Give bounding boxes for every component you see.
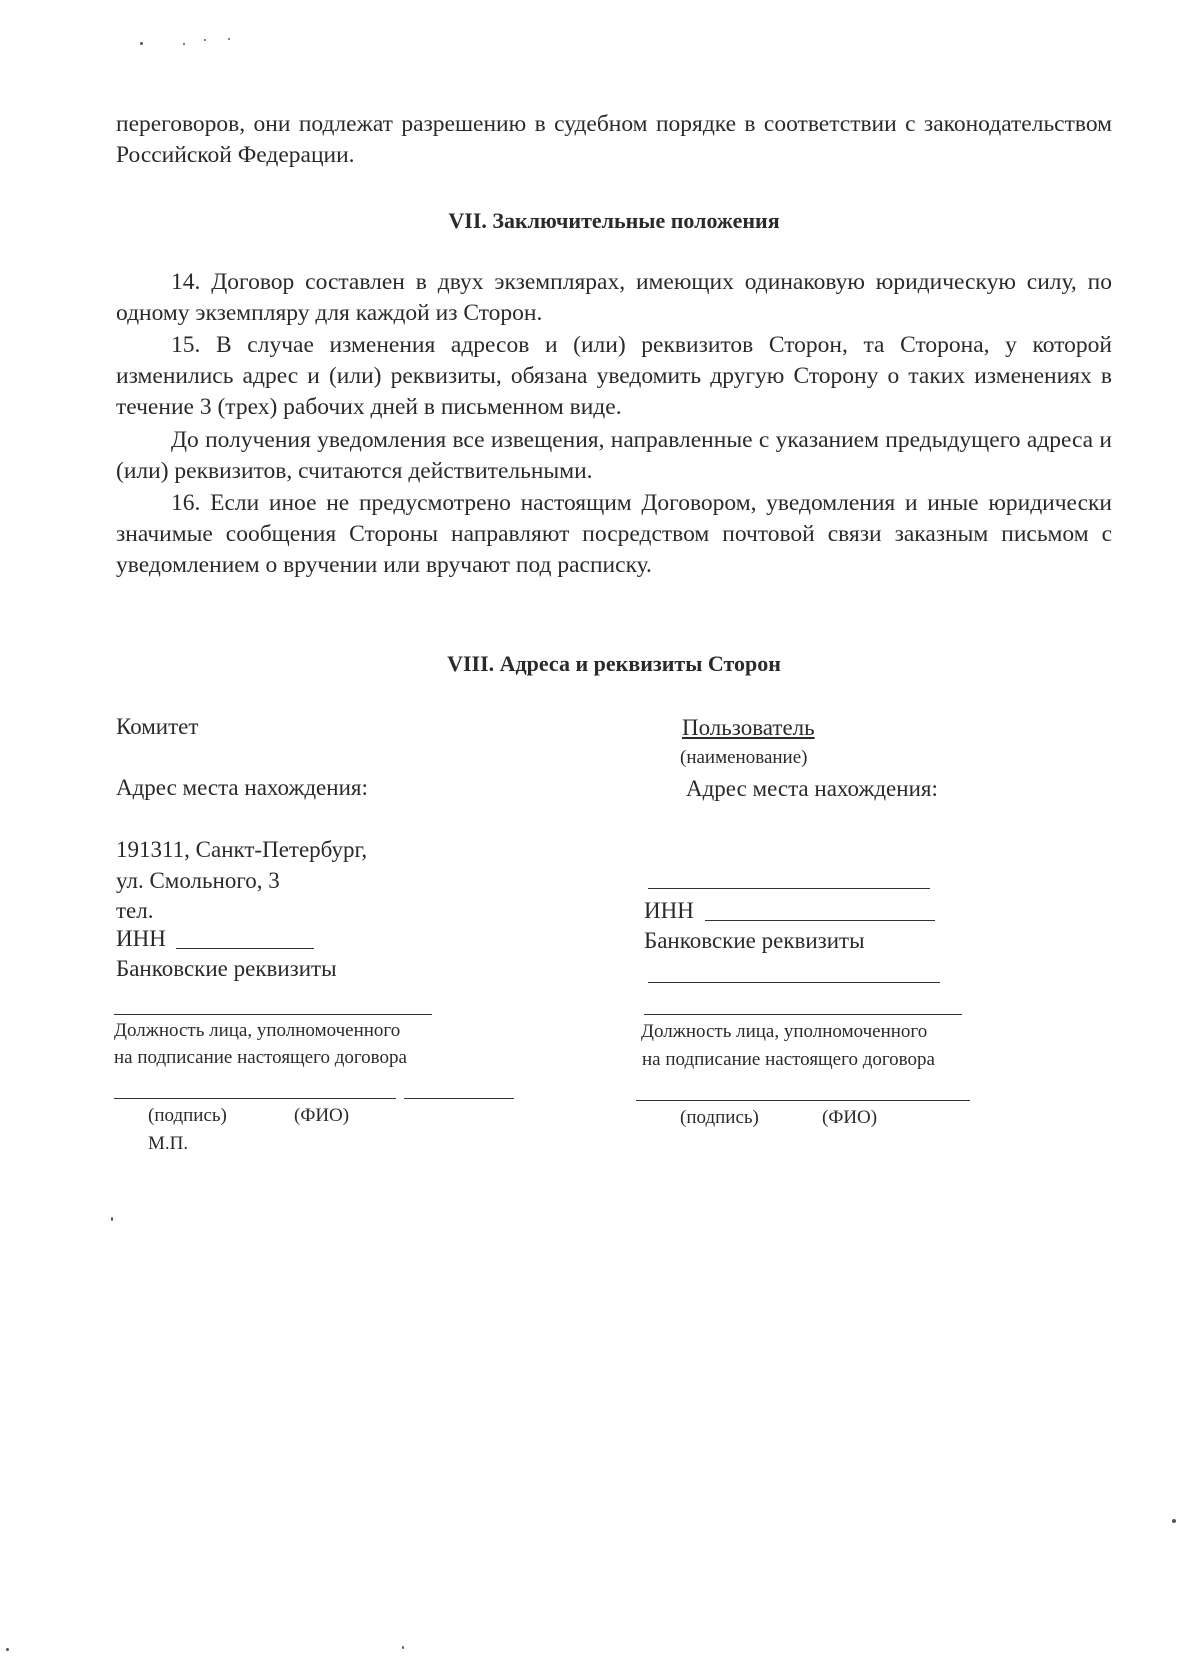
left-position-line-1: Должность лица, уполномоченного	[114, 1020, 401, 1041]
paragraph-16: 16. Если иное не предусмотрено настоящим Договором, уведомления и иные юридически значимые сообщения Стороны направляют посредством почтовой связи заказным письмом с уведомлением о вручении или вручают под расписку.	[116, 490, 1112, 578]
right-party-name-hint: (наименование)	[680, 747, 808, 768]
right-bank-field-line	[648, 982, 940, 983]
scan-speck	[1172, 1519, 1176, 1523]
scan-speck	[111, 1217, 113, 1221]
left-inn-label: ИНН	[116, 926, 166, 951]
left-position-line-2: на подписание настоящего договора	[114, 1047, 407, 1068]
section-8-title: VIII. Адреса и реквизиты Сторон	[447, 651, 781, 676]
paragraph-continuation: переговоров, они подлежат разрешению в судебном порядке в соответствии с законодательством Российской Федерации.	[116, 111, 1112, 168]
paragraph-15-b: До получения уведомления все извещения, направленные с указанием предыдущего адреса и (или) реквизитов, считаются действительными.	[116, 427, 1112, 484]
paragraph-15: 15. В случае изменения адресов и (или) реквизитов Сторон, та Сторона, у которой изменились адрес и (или) реквизиты, обязана уведомить другую Сторону о таких изменениях в течение 3 (трех) рабочих дней в письменном виде.	[116, 332, 1112, 420]
right-signature-caption: (подпись)	[680, 1107, 759, 1128]
right-position-line-1: Должность лица, уполномоченного	[641, 1021, 928, 1042]
scan-speck	[6, 1648, 9, 1651]
right-bank-label: Банковские реквизиты	[644, 928, 865, 953]
right-position-line-2: на подписание настоящего договора	[642, 1049, 935, 1070]
right-party-name: Пользователь	[682, 715, 815, 740]
left-bank-field-line	[114, 1014, 432, 1015]
right-inn-label: ИНН	[644, 898, 694, 923]
scan-speck	[228, 38, 230, 40]
right-signature-line	[636, 1100, 970, 1101]
left-signature-caption: (подпись)	[148, 1105, 227, 1126]
scan-speck	[183, 43, 185, 45]
left-bank-label: Банковские реквизиты	[116, 956, 337, 981]
left-address-line-2: ул. Смольного, 3	[116, 868, 280, 893]
left-signature-line	[114, 1098, 396, 1099]
right-inn-field-line	[705, 920, 935, 921]
left-address-line-1: 191311, Санкт-Петербург,	[116, 837, 368, 862]
left-fio-caption: (ФИО)	[294, 1105, 350, 1126]
section-7-title: VII. Заключительные положения	[448, 208, 780, 233]
left-phone-label: тел.	[116, 898, 154, 923]
left-seal-label: М.П.	[148, 1133, 189, 1154]
right-address-field-line	[648, 888, 930, 889]
left-address-label: Адрес места нахождения:	[116, 775, 368, 800]
scan-speck	[402, 1646, 404, 1649]
scan-speck	[204, 39, 206, 41]
right-bank-field-line-2	[644, 1014, 962, 1015]
left-party-name: Комитет	[116, 714, 199, 739]
right-address-label: Адрес места нахождения:	[686, 776, 938, 801]
scan-speck	[140, 42, 143, 45]
left-fio-line	[404, 1098, 514, 1099]
paragraph-14: 14. Договор составлен в двух экземплярах, имеющих одинаковую юридическую силу, по одному экземпляру для каждой из Сторон.	[116, 269, 1112, 326]
left-inn-field-line	[176, 948, 314, 949]
right-fio-caption: (ФИО)	[822, 1107, 878, 1128]
